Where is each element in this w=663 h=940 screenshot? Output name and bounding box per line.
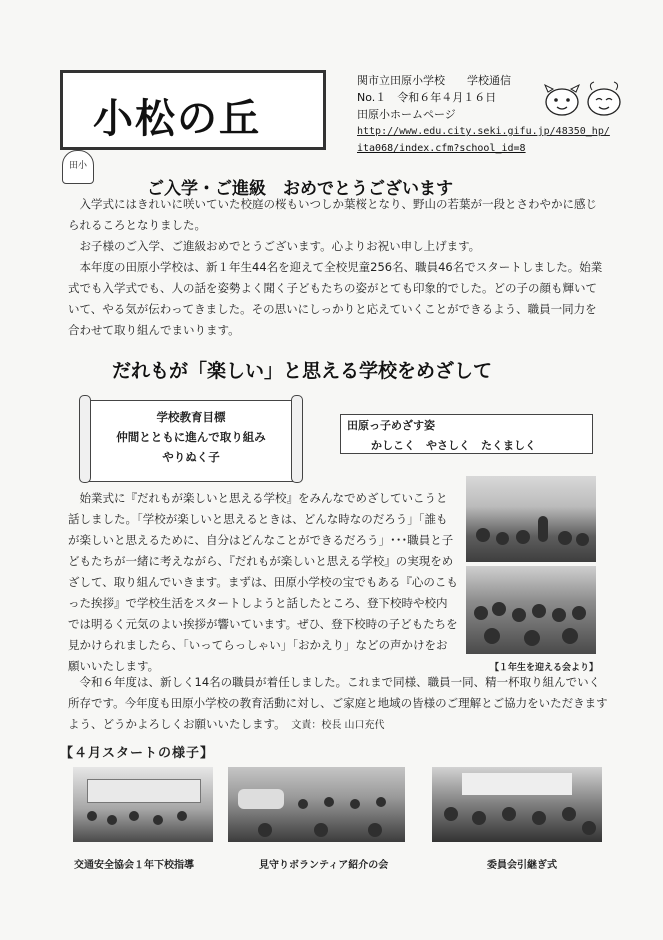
welcome-ceremony-photo-1 <box>466 476 596 562</box>
school-emblem-icon: 田小 <box>62 150 94 184</box>
welcome-heading: ご入学・ご進級 おめでとうございます <box>147 179 453 199</box>
welcome-photo-caption: 【１年生を迎える会より】 <box>490 663 599 673</box>
traffic-photo-caption: 交通安全協会１年下校指導 <box>74 860 194 871</box>
school-name-line: 関市立田原小学校 学校通信 <box>357 74 511 87</box>
welcome-paragraph: 本年度の田原小学校は、新１年生44名を迎えて全校児童256名、職員46名でスタートしました。始業式でも入学式でも、人の話を姿勢よく聞く子どもたちの姿がとても印象的でした。どの子の顔も輝いていて、やる気が伝わってきました。その思いにしっかりと応えていくことができるよう、職員一同力を合わせて取り組んでまいります。 <box>68 260 603 337</box>
ideal-student-traits: かしこく やさしく たくましく <box>371 439 536 452</box>
goal-body <box>68 488 458 677</box>
author-credit: 文責：校長 山口充代 <box>291 720 385 731</box>
education-goal-text <box>87 407 295 467</box>
education-goal-line-1: 仲間とともに進んで取り組み <box>116 430 266 444</box>
education-goal-title: 学校教育目標 <box>156 410 226 424</box>
education-goal-scroll <box>86 400 296 482</box>
homepage-url-line-2[interactable]: ita068/index.cfm?school_id=8 <box>357 143 526 154</box>
homepage-label: 田原小ホームページ <box>357 108 456 121</box>
ideal-student-title: 田原っ子めざす姿 <box>347 419 435 432</box>
traffic-guidance-photo <box>73 767 213 842</box>
welcome-paragraph: お子様のご入学、ご進級おめでとうございます。心よりお祝い申し上げます。 <box>79 239 481 253</box>
committee-photo-caption: 委員会引継ぎ式 <box>487 860 557 871</box>
welcome-ceremony-photo-2 <box>466 566 596 654</box>
committee-handover-photo <box>432 767 602 842</box>
welcome-body <box>68 194 603 341</box>
goal-heading: だれもが「楽しい」と思える学校をめざして <box>112 360 493 382</box>
goal-paragraph: 始業式に『だれもが楽しいと思える学校』をみんなでめざしていこうと話しました。「学校が楽しいと思えるときは、どんな時なのだろう」「誰もが楽しいと思えるために、自分はどんなことができるだろう」･･･職員と子どもたちが一緒に考えながら、『だれもが楽しいと思える学校』の実現をめざして、取り組んでいきます。まずは、田原小学校の宝でもある『心のこもった挨拶』で学校生活をスタートしようと話したところ、登下校時や校内では明るく元気のよい挨拶が響いています。ぜひ、登下校時の子どもたちを見かけられましたら、「いってらっしゃい」「おかえり」などの声かけをお願いいたします。 <box>68 491 458 673</box>
april-heading: 【４月スタートの様子】 <box>60 746 215 761</box>
homepage-url-line-1[interactable]: http://www.edu.city.seki.gifu.jp/48350_hp/ <box>357 126 610 137</box>
newsletter-title: 小松の丘 <box>93 96 261 142</box>
mascot-faces-icon <box>540 80 630 120</box>
staff-paragraph-text: 令和６年度は、新しく14名の職員が着任しました。これまで同様、職員一同、精一杯取り組んでいく所存です。今年度も田原小学校の教育活動に対し、ご家庭と地域の皆様のご理解とご協力をいただきますよう、どうかよろしくお願いいたします。 <box>68 675 608 731</box>
education-goal-line-2: やりぬく子 <box>162 450 220 464</box>
volunteer-introduction-photo <box>228 767 405 842</box>
ideal-student-box <box>340 414 593 454</box>
staff-body <box>68 672 608 736</box>
volunteer-photo-caption: 見守りボランティア紹介の会 <box>259 860 389 871</box>
welcome-paragraph: 入学式にはきれいに咲いていた校庭の桜もいつしか葉桜となり、野山の若葉が一段とさわやかに感じられるころとなりました。 <box>68 197 597 232</box>
staff-paragraph <box>68 672 608 736</box>
issue-date-line: No.１ 令和６年４月１６日 <box>357 91 497 104</box>
